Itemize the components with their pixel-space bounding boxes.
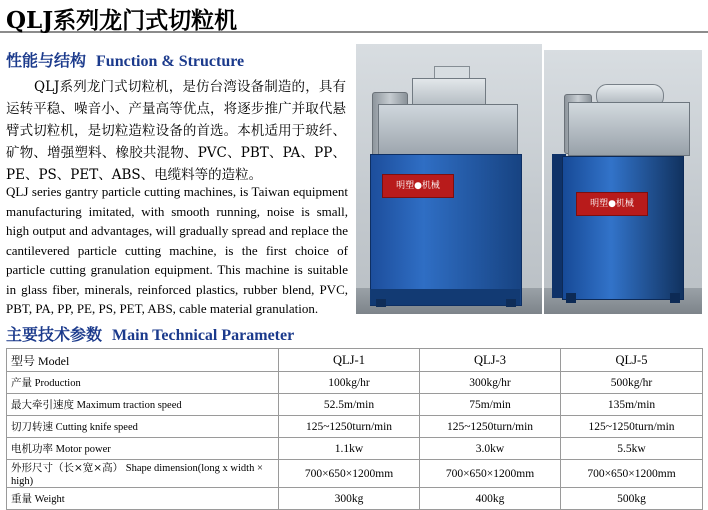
section-heading-function — [6, 48, 244, 71]
table-cell: 700×650×1200mm — [561, 460, 703, 488]
table-row-label-cn: 最大牵引速度 — [11, 399, 74, 411]
machine-foot — [566, 293, 576, 303]
table-row-label-en: Model — [35, 353, 70, 368]
table-row-label — [7, 438, 279, 460]
table-row-label-en: Production — [32, 378, 81, 389]
function-body-english: QLJ series gantry particle cutting machines, is Taiwan equipment manufacturing imitated, with smooth running, noise is small, high output and advantages, will gradually spread and replace the cantilevered particle cutting machine, is the first choice of particle cutting granulation equipment. This machine is suitable in glass fiber, minerals, reinforced plastics, rubber blend, PVC, PBT, PA, PP, PE, PS, PET, ABS, cable material granulation. — [6, 184, 348, 316]
table-row — [7, 372, 703, 394]
table-cell: 125~1250turn/min — [561, 416, 703, 438]
product-photos — [352, 36, 704, 314]
table-cell: 300kg/hr — [420, 372, 561, 394]
machine-foot — [376, 299, 386, 307]
table-cell: 5.5kw — [561, 438, 703, 460]
machine-brand-plate — [576, 192, 648, 216]
table-cell: 52.5m/min — [279, 394, 420, 416]
table-row-label-en: Shape dimension(long x width × high) — [11, 463, 263, 487]
function-body-chinese: QLJ系列龙门式切粒机，是仿台湾设备制造的，具有运转平稳、噪音小、产量高等优点，将逐步推广并取代悬臂式切粒机，是切粒造粒设备的首选。本机适用于玻纤、矿物、增强塑料、橡胶共混物、PVC、PBT、PA、PP、PE、PS、PET、ABS、电缆料等的造粒。 — [6, 79, 346, 183]
technical-parameter-table — [6, 348, 703, 510]
table-body — [7, 349, 703, 510]
table-row-label — [7, 460, 279, 488]
table-row — [7, 460, 703, 488]
table-row-label-cn: 电机功率 — [11, 443, 53, 455]
table-cell: 500kg — [561, 488, 703, 510]
table-cell: 100kg/hr — [279, 372, 420, 394]
table-row-label — [7, 488, 279, 510]
table-cell: 400kg — [420, 488, 561, 510]
table-row — [7, 394, 703, 416]
machine-brand-plate — [382, 174, 454, 198]
machine-cabinet-base — [370, 289, 520, 305]
table-cell: 1.1kw — [279, 438, 420, 460]
table-row-label-cn: 外形尺寸（长×宽×高） — [11, 462, 124, 474]
table-cell: 75m/min — [420, 394, 561, 416]
table-cell: 500kg/hr — [561, 372, 703, 394]
machine-cabinet — [562, 156, 684, 300]
section-heading-parameters-cn: 主要技术参数 — [6, 325, 103, 344]
table-cell: QLJ-3 — [420, 349, 561, 372]
table-row-label-cn: 重量 — [11, 493, 32, 505]
table-row — [7, 416, 703, 438]
section-heading-parameters-en: Main Technical Parameter — [112, 327, 295, 344]
table-row-label — [7, 349, 279, 372]
table-cell: 700×650×1200mm — [420, 460, 561, 488]
machine-brand-label: 明塑●机械 — [590, 199, 634, 209]
page-title: QLJ系列龙门式切粒机 — [6, 7, 238, 34]
section-heading-function-cn: 性能与结构 — [6, 51, 87, 70]
section-heading-function-en: Function & Structure — [96, 53, 245, 70]
table-row-label-en: Maximum traction speed — [74, 400, 182, 411]
machine-foot — [670, 293, 680, 303]
table-row-label — [7, 394, 279, 416]
section-heading-parameters — [6, 322, 294, 345]
machine-gantry-top — [568, 102, 690, 156]
table-cell: 125~1250turn/min — [420, 416, 561, 438]
machine-photo-right — [544, 50, 702, 314]
table-row — [7, 488, 703, 510]
table-cell: 125~1250turn/min — [279, 416, 420, 438]
table-row — [7, 349, 703, 372]
table-cell: QLJ-1 — [279, 349, 420, 372]
table-cell: 300kg — [279, 488, 420, 510]
table-row — [7, 438, 703, 460]
table-row-label-en: Cutting knife speed — [53, 422, 138, 433]
machine-photo-left — [356, 44, 542, 314]
table-row-label-cn: 型号 — [11, 353, 36, 368]
table-row-label-en: Motor power — [53, 444, 111, 455]
title-bar — [0, 0, 708, 33]
table-row-label-cn: 产量 — [11, 377, 32, 389]
table-cell: QLJ-5 — [561, 349, 703, 372]
table-cell: 700×650×1200mm — [279, 460, 420, 488]
table-cell: 135m/min — [561, 394, 703, 416]
machine-foot — [506, 299, 516, 307]
table-row-label — [7, 372, 279, 394]
machine-gantry-top — [378, 104, 518, 158]
table-row-label — [7, 416, 279, 438]
table-row-label-cn: 切刀转速 — [11, 421, 53, 433]
table-row-label-en: Weight — [32, 494, 65, 505]
table-cell: 3.0kw — [420, 438, 561, 460]
machine-brand-label: 明塑●机械 — [396, 181, 440, 191]
